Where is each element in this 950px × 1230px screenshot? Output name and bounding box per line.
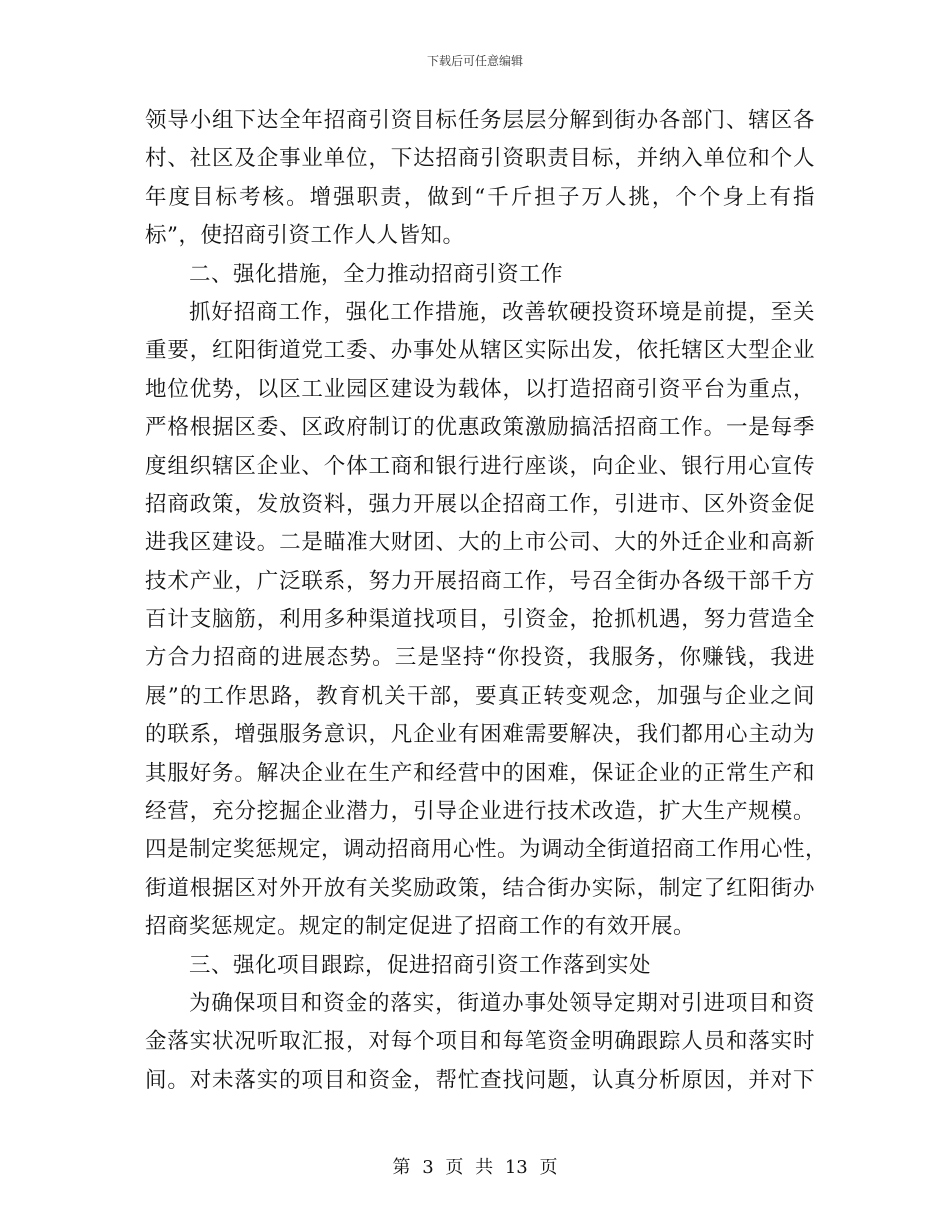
paragraph-line: 标”，使招商引资工作人人皆知。 bbox=[145, 223, 465, 249]
paragraph-line: 的联系，增强服务意识，凡企业有困难需要解决，我们都用心主动为 bbox=[145, 722, 815, 748]
paragraph-line: 地位优势，以区工业园区建设为载体，以打造招商引资平台为重点， bbox=[145, 376, 815, 402]
section-heading-3: 三、强化项目跟踪，促进招商引资工作落到实处 bbox=[189, 952, 652, 978]
section-heading-2: 二、强化措施，全力推动招商引资工作 bbox=[189, 261, 564, 287]
paragraph-line: 抓好招商工作，强化工作措施，改善软硬投资环境是前提，至关 bbox=[189, 299, 815, 325]
page-number-footer: 第 3 页 共 13 页 bbox=[392, 1157, 558, 1178]
paragraph-line: 度组织辖区企业、个体工商和银行进行座谈，向企业、银行用心宣传 bbox=[145, 453, 815, 479]
page-header: 下载后可任意编辑 bbox=[426, 54, 523, 68]
paragraph-line: 百计支脑筋，利用多种渠道找项目，引资金，抢抓机遇，努力营造全 bbox=[145, 607, 815, 633]
paragraph-line: 四是制定奖惩规定，调动招商用心性。为调动全街道招商工作用心性， bbox=[145, 837, 828, 863]
paragraph-line: 重要，红阳街道党工委、办事处从辖区实际出发，依托辖区大型企业 bbox=[145, 338, 815, 364]
paragraph-line: 街道根据区对外开放有关奖励政策，结合街办实际，制定了红阳街办 bbox=[145, 875, 815, 901]
paragraph-line: 严格根据区委、区政府制订的优惠政策激励搞活招商工作。一是每季 bbox=[145, 415, 815, 441]
paragraph-line: 进我区建设。二是瞄准大财团、大的上市公司、大的外迁企业和高新 bbox=[145, 530, 815, 556]
paragraph-line: 方合力招商的进展态势。三是坚持“你投资，我服务，你赚钱，我进 bbox=[145, 645, 815, 671]
paragraph-line: 领导小组下达全年招商引资目标任务层层分解到街办各部门、辖区各 bbox=[145, 108, 815, 133]
paragraph-line: 其服好务。解决企业在生产和经营中的困难，保证企业的正常生产和 bbox=[145, 760, 815, 786]
paragraph-line: 村、社区及企事业单位，下达招商引资职责目标，并纳入单位和个人 bbox=[145, 146, 815, 172]
paragraph-line: 展”的工作思路，教育机关干部，要真正转变观念，加强与企业之间 bbox=[145, 683, 815, 709]
document-body bbox=[145, 102, 828, 1100]
paragraph-line: 招商奖惩规定。规定的制定促进了招商工作的有效开展。 bbox=[145, 914, 696, 940]
paragraph-line: 金落实状况听取汇报，对每个项目和每笔资金明确跟踪人员和落实时 bbox=[145, 1029, 815, 1055]
paragraph-line: 招商政策，发放资料，强力开展以企招商工作，引进市、区外资金促 bbox=[145, 491, 815, 517]
paragraph-line: 间。对未落实的项目和资金，帮忙查找问题，认真分析原因，并对下 bbox=[145, 1067, 815, 1093]
paragraph-line: 技术产业，广泛联系，努力开展招商工作，号召全街办各级干部千方 bbox=[145, 568, 815, 594]
paragraph-line: 经营，充分挖掘企业潜力，引导企业进行技术改造，扩大生产规模。 bbox=[145, 799, 815, 825]
paragraph-line: 年度目标考核。增强职责，做到“千斤担子万人挑，个个身上有指 bbox=[145, 184, 815, 210]
paragraph-line: 为确保项目和资金的落实，街道办事处领导定期对引进项目和资 bbox=[189, 990, 815, 1016]
